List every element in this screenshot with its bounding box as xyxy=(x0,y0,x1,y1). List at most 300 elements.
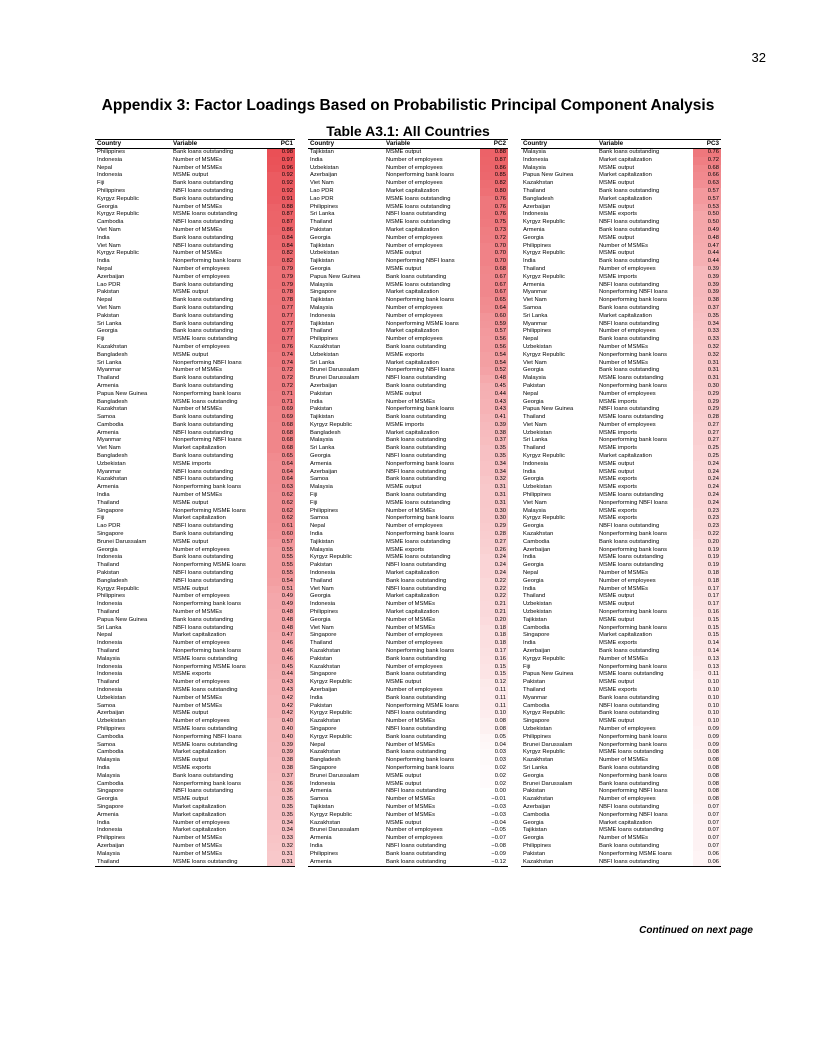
loading-value-cell: 0.15 xyxy=(693,625,721,633)
country-cell: Myanmar xyxy=(523,320,548,327)
country-cell: Thailand xyxy=(523,187,546,194)
country-cell: Myanmar xyxy=(523,694,548,701)
loading-value-cell: 0.61 xyxy=(267,523,295,531)
table-row xyxy=(95,172,295,180)
country-cell: Sri Lanka xyxy=(523,312,548,319)
variable-cell: Bank loans outstanding xyxy=(386,476,447,483)
variable-cell: Number of MSMEs xyxy=(386,718,435,725)
country-cell: Malaysia xyxy=(523,164,546,171)
table-row xyxy=(308,804,508,812)
loading-value-cell: 0.03 xyxy=(480,757,508,765)
loading-value-cell: 0.72 xyxy=(267,367,295,375)
loading-value-cell: 0.57 xyxy=(693,188,721,196)
variable-cell: Bank loans outstanding xyxy=(173,304,234,311)
loading-value-cell: 0.33 xyxy=(693,336,721,344)
variable-cell: MSME imports xyxy=(599,273,638,280)
loading-value-cell: 0.72 xyxy=(480,235,508,243)
loading-value-cell: 0.34 xyxy=(267,827,295,835)
loading-value-cell: 0.68 xyxy=(267,437,295,445)
country-cell: India xyxy=(310,531,323,538)
country-cell: Georgia xyxy=(310,234,331,241)
country-cell: Armenia xyxy=(310,788,332,795)
country-cell: Armenia xyxy=(523,226,545,233)
country-cell: Cambodia xyxy=(523,702,550,709)
table-row xyxy=(308,578,508,586)
country-cell: Pakistan xyxy=(310,390,333,397)
variable-cell: Number of employees xyxy=(386,523,443,530)
variable-cell: Bank loans outstanding xyxy=(386,694,447,701)
loading-value-cell: 0.78 xyxy=(267,289,295,297)
table-row xyxy=(521,399,721,407)
country-cell: India xyxy=(97,258,110,265)
table-row xyxy=(95,344,295,352)
country-cell: Singapore xyxy=(97,507,124,514)
loading-value-cell: 0.87 xyxy=(480,157,508,165)
country-cell: Viet Nam xyxy=(523,297,547,304)
table-row xyxy=(308,664,508,672)
variable-cell: Bank loans outstanding xyxy=(173,375,234,382)
country-cell: India xyxy=(310,842,323,849)
loading-value-cell: 0.71 xyxy=(267,399,295,407)
variable-cell: MSME output xyxy=(173,351,209,358)
variable-cell: MSME loans outstanding xyxy=(386,281,451,288)
table-row xyxy=(95,734,295,742)
table-row xyxy=(521,515,721,523)
country-cell: Azerbaijan xyxy=(310,172,338,179)
country-cell: Cambodia xyxy=(97,219,124,226)
table-row xyxy=(95,632,295,640)
loading-value-cell: 0.11 xyxy=(480,695,508,703)
variable-cell: Nonperforming NBFI loans xyxy=(173,359,242,366)
loading-value-cell: 0.38 xyxy=(267,757,295,765)
country-cell: Philippines xyxy=(97,725,126,732)
country-cell: Azerbaijan xyxy=(97,710,125,717)
variable-cell: Bank loans outstanding xyxy=(386,414,447,421)
table-row xyxy=(308,258,508,266)
table-row xyxy=(521,843,721,851)
variable-cell: Bank loans outstanding xyxy=(173,554,234,561)
country-cell: Kyrgyz Republic xyxy=(523,655,565,662)
table-row xyxy=(95,266,295,274)
variable-cell: Number of employees xyxy=(386,156,443,163)
table-row xyxy=(95,227,295,235)
country-cell: Pakistan xyxy=(310,655,333,662)
variable-cell: Number of employees xyxy=(386,686,443,693)
country-cell: Uzbekistan xyxy=(310,250,339,257)
table-row xyxy=(95,445,295,453)
table-row xyxy=(308,781,508,789)
loading-value-cell: 0.77 xyxy=(267,336,295,344)
loading-value-cell: 0.32 xyxy=(693,352,721,360)
loading-value-cell: 0.34 xyxy=(480,469,508,477)
loading-value-cell: 0.88 xyxy=(267,204,295,212)
country-cell: Singapore xyxy=(310,725,337,732)
table-row xyxy=(95,664,295,672)
loading-value-cell: 0.10 xyxy=(693,679,721,687)
variable-cell: MSME output xyxy=(173,172,209,179)
country-cell: Georgia xyxy=(97,546,118,553)
loading-value-cell: 0.32 xyxy=(693,344,721,352)
variable-cell: MSME exports xyxy=(599,211,638,218)
country-cell: Kyrgyz Republic xyxy=(310,733,352,740)
table-row xyxy=(95,827,295,835)
country-cell: Thailand xyxy=(310,577,333,584)
loading-value-cell: 0.19 xyxy=(693,554,721,562)
table-row xyxy=(95,749,295,757)
country-cell: Philippines xyxy=(310,850,339,857)
country-cell: Myanmar xyxy=(523,289,548,296)
loading-value-cell: 0.48 xyxy=(267,609,295,617)
loading-value-cell: 0.68 xyxy=(480,266,508,274)
variable-cell: NBFI loans outstanding xyxy=(599,406,660,413)
table-row xyxy=(95,196,295,204)
country-cell: Pakistan xyxy=(310,226,333,233)
country-cell: Samoa xyxy=(310,515,329,522)
loading-value-cell: 0.17 xyxy=(693,601,721,609)
country-cell: Thailand xyxy=(97,679,120,686)
country-cell: Kyrgyz Republic xyxy=(523,749,565,756)
country-cell: Kyrgyz Republic xyxy=(523,453,565,460)
variable-cell: Nonperforming bank loans xyxy=(599,741,667,748)
country-cell: Tajikistan xyxy=(523,827,547,834)
country-cell: Samoa xyxy=(523,304,542,311)
loading-value-cell: 0.48 xyxy=(267,617,295,625)
country-cell: Bangladesh xyxy=(310,757,341,764)
variable-cell: Nonperforming bank loans xyxy=(599,382,667,389)
variable-cell: Bank loans outstanding xyxy=(386,733,447,740)
country-cell: Sri Lanka xyxy=(310,211,335,218)
variable-cell: MSME output xyxy=(599,468,635,475)
country-cell: Armenia xyxy=(97,484,119,491)
loading-value-cell: 0.11 xyxy=(480,687,508,695)
country-cell: Tajikistan xyxy=(310,149,334,155)
table-row xyxy=(95,625,295,633)
variable-header: Variable xyxy=(597,140,693,149)
loading-value-cell: 0.43 xyxy=(480,399,508,407)
table-row xyxy=(308,235,508,243)
country-cell: Georgia xyxy=(523,562,544,569)
variable-cell: MSME output xyxy=(173,757,209,764)
country-cell: Indonesia xyxy=(97,601,123,608)
variable-cell: Bank loans outstanding xyxy=(173,195,234,202)
variable-cell: MSME exports xyxy=(173,671,212,678)
loading-value-cell: 0.51 xyxy=(267,586,295,594)
loading-value-cell: 0.55 xyxy=(267,562,295,570)
country-cell: Indonesia xyxy=(97,640,123,647)
variable-cell: Number of employees xyxy=(173,343,230,350)
loading-value-cell: 0.42 xyxy=(267,710,295,718)
country-cell: Indonesia xyxy=(97,554,123,561)
table-row xyxy=(95,718,295,726)
loading-value-cell: 0.22 xyxy=(480,578,508,586)
variable-cell: Nonperforming MSME loans xyxy=(173,562,246,569)
loading-value-cell: 0.08 xyxy=(693,757,721,765)
table-row xyxy=(521,523,721,531)
table-row xyxy=(308,484,508,492)
loading-value-cell: 0.48 xyxy=(693,235,721,243)
table-row xyxy=(95,804,295,812)
table-row xyxy=(95,773,295,781)
variable-cell: Number of employees xyxy=(173,640,230,647)
table-row xyxy=(521,258,721,266)
table-row xyxy=(95,219,295,227)
appendix-heading: Appendix 3: Factor Loadings Based on Probabilistic Principal Component Analysis xyxy=(101,97,715,114)
country-cell: Pakistan xyxy=(523,788,546,795)
loading-value-cell: 0.22 xyxy=(480,586,508,594)
variable-cell: Market capitalization xyxy=(386,187,439,194)
variable-cell: Number of MSMEs xyxy=(386,616,435,623)
variable-cell: Number of employees xyxy=(599,796,656,803)
loading-value-cell: 0.31 xyxy=(267,851,295,859)
variable-cell: Number of MSMEs xyxy=(599,757,648,764)
country-cell: Georgia xyxy=(310,616,331,623)
loading-value-cell: 0.04 xyxy=(480,742,508,750)
variable-cell: MSME output xyxy=(386,772,422,779)
table-row xyxy=(95,788,295,796)
loading-value-cell: −0.03 xyxy=(480,804,508,812)
table-row xyxy=(521,788,721,796)
factor-loadings-tables xyxy=(95,139,721,929)
country-cell: Viet Nam xyxy=(97,304,121,311)
variable-cell: Number of employees xyxy=(386,242,443,249)
country-cell: Brunei Darussalam xyxy=(310,375,360,382)
table-row xyxy=(521,508,721,516)
table-row xyxy=(308,625,508,633)
variable-cell: MSME exports xyxy=(599,507,638,514)
table-row xyxy=(521,211,721,219)
loading-value-cell: 0.06 xyxy=(693,851,721,859)
country-cell: Bangladesh xyxy=(310,429,341,436)
loading-value-cell: 0.15 xyxy=(693,617,721,625)
loading-value-cell: 0.32 xyxy=(480,476,508,484)
table-row xyxy=(95,609,295,617)
variable-cell: MSME exports xyxy=(599,686,638,693)
loading-value-cell: 0.34 xyxy=(267,820,295,828)
variable-cell: NBFI loans outstanding xyxy=(386,725,447,732)
table-title: Table A3.1: All Countries xyxy=(326,123,490,139)
loading-value-cell: 0.10 xyxy=(693,703,721,711)
variable-cell: Number of employees xyxy=(599,421,656,428)
table-row xyxy=(95,367,295,375)
country-cell: Nepal xyxy=(310,741,326,748)
variable-cell: Number of employees xyxy=(386,312,443,319)
pc2-header: PC2 xyxy=(480,140,508,149)
loading-value-cell: 0.54 xyxy=(480,360,508,368)
variable-cell: MSME output xyxy=(173,796,209,803)
variable-cell: Number of employees xyxy=(599,390,656,397)
variable-cell: Nonperforming bank loans xyxy=(386,406,454,413)
variable-cell: Bank loans outstanding xyxy=(173,320,234,327)
loading-value-cell: 0.67 xyxy=(480,289,508,297)
variable-cell: Bank loans outstanding xyxy=(173,180,234,187)
country-cell: Georgia xyxy=(523,523,544,530)
country-cell: Kazakhstan xyxy=(97,406,128,413)
table-row xyxy=(95,235,295,243)
table-row xyxy=(95,601,295,609)
country-cell: Thailand xyxy=(95,859,171,867)
table-row xyxy=(521,562,721,570)
table-row xyxy=(95,180,295,188)
country-cell: Tajikistan xyxy=(310,538,334,545)
loading-value-cell: 0.68 xyxy=(267,422,295,430)
country-cell: Indonesia xyxy=(97,686,123,693)
country-cell: Thailand xyxy=(97,499,120,506)
loading-value-cell: 0.62 xyxy=(267,515,295,523)
loading-value-cell: 0.64 xyxy=(267,461,295,469)
loading-value-cell: 0.24 xyxy=(480,562,508,570)
table-row xyxy=(521,274,721,282)
variable-cell: Market capitalization xyxy=(386,593,439,600)
table-row xyxy=(308,515,508,523)
loading-value-cell: 0.19 xyxy=(693,547,721,555)
table-row xyxy=(521,289,721,297)
country-cell: Thailand xyxy=(523,265,546,272)
table-row xyxy=(521,383,721,391)
table-row xyxy=(95,211,295,219)
country-cell: Nepal xyxy=(310,523,326,530)
table-row xyxy=(95,414,295,422)
loading-value-cell: 0.26 xyxy=(480,547,508,555)
loading-value-cell: 0.15 xyxy=(480,671,508,679)
country-cell: Kyrgyz Republic xyxy=(523,710,565,717)
table-row xyxy=(308,508,508,516)
table-row xyxy=(521,437,721,445)
loading-value-cell: 0.50 xyxy=(693,211,721,219)
loading-value-cell: 0.40 xyxy=(267,726,295,734)
loading-value-cell: 0.82 xyxy=(267,250,295,258)
table-row xyxy=(95,399,295,407)
table-row xyxy=(95,742,295,750)
country-cell: Myanmar xyxy=(97,437,122,444)
variable-cell: Nonperforming NBFI loans xyxy=(386,367,455,374)
country-cell: Armenia xyxy=(310,835,332,842)
country-cell: Fiji xyxy=(97,336,105,343)
loading-value-cell: 0.97 xyxy=(267,157,295,165)
variable-cell: MSME loans outstanding xyxy=(173,725,238,732)
table-row xyxy=(521,609,721,617)
country-cell: Papua New Guinea xyxy=(310,273,361,280)
table-row xyxy=(308,695,508,703)
table-row xyxy=(308,367,508,375)
variable-cell: Bank loans outstanding xyxy=(386,577,447,584)
country-cell: Tajikistan xyxy=(523,616,547,623)
country-cell: Georgia xyxy=(523,367,544,374)
variable-cell: Nonperforming bank loans xyxy=(173,484,241,491)
table-row xyxy=(521,445,721,453)
loading-value-cell: 0.68 xyxy=(267,430,295,438)
table-row xyxy=(95,352,295,360)
country-cell: Thailand xyxy=(523,445,546,452)
table-row xyxy=(95,243,295,251)
table-row xyxy=(308,321,508,329)
table-row xyxy=(308,851,508,859)
country-cell: Philippines xyxy=(523,242,552,249)
country-cell: Thailand xyxy=(523,593,546,600)
variable-cell: Market capitalization xyxy=(173,515,226,522)
country-cell: Thailand xyxy=(523,686,546,693)
table-row xyxy=(521,391,721,399)
table-row xyxy=(308,399,508,407)
variable-cell: Nonperforming NBFI loans xyxy=(599,289,668,296)
loading-value-cell: 0.60 xyxy=(267,531,295,539)
loading-value-cell: 0.31 xyxy=(480,500,508,508)
table-row xyxy=(95,336,295,344)
variable-cell: Nonperforming bank loans xyxy=(173,258,241,265)
variable-cell: NBFI loans outstanding xyxy=(599,523,660,530)
variable-cell: MSME output xyxy=(173,585,209,592)
country-cell: Georgia xyxy=(523,577,544,584)
table-row xyxy=(521,430,721,438)
table-row xyxy=(308,172,508,180)
country-cell: Sri Lanka xyxy=(310,445,335,452)
variable-cell: Nonperforming NBFI loans xyxy=(386,258,455,265)
loading-value-cell: 0.79 xyxy=(267,282,295,290)
table-row xyxy=(95,640,295,648)
table-row xyxy=(308,609,508,617)
country-cell: Cambodia xyxy=(97,749,124,756)
table-row xyxy=(95,648,295,656)
loading-value-cell: 0.76 xyxy=(267,344,295,352)
country-cell: Kazakhstan xyxy=(310,663,341,670)
table-row xyxy=(95,375,295,383)
country-cell: Azerbaijan xyxy=(523,803,551,810)
table-row xyxy=(95,453,295,461)
table-row xyxy=(521,734,721,742)
table-row xyxy=(521,250,721,258)
loading-value-cell: 0.73 xyxy=(480,227,508,235)
variable-cell: Market capitalization xyxy=(599,632,652,639)
variable-cell: Number of employees xyxy=(386,632,443,639)
pc2-table-header xyxy=(308,140,508,149)
country-cell: Azerbaijan xyxy=(310,382,338,389)
country-cell: Indonesia xyxy=(97,671,123,678)
table-row xyxy=(308,812,508,820)
loading-value-cell: 0.29 xyxy=(693,399,721,407)
variable-cell: Number of MSMEs xyxy=(386,507,435,514)
variable-cell: Bank loans outstanding xyxy=(173,312,234,319)
loading-value-cell: 0.86 xyxy=(480,165,508,173)
variable-cell: Nonperforming bank loans xyxy=(599,733,667,740)
country-cell: Armenia xyxy=(523,281,545,288)
table-row xyxy=(521,313,721,321)
loading-value-cell: 0.20 xyxy=(693,539,721,547)
table-row xyxy=(308,406,508,414)
table-row xyxy=(308,344,508,352)
loading-value-cell: 0.24 xyxy=(693,476,721,484)
loading-value-cell: 0.46 xyxy=(267,648,295,656)
country-cell: Kyrgyz Republic xyxy=(523,351,565,358)
loading-value-cell: 0.76 xyxy=(480,204,508,212)
table-row xyxy=(521,196,721,204)
loading-value-cell: 0.13 xyxy=(693,656,721,664)
loading-value-cell: 0.40 xyxy=(267,734,295,742)
variable-cell: Market capitalization xyxy=(386,289,439,296)
country-cell: Philippines xyxy=(310,336,339,343)
table-row xyxy=(308,461,508,469)
loading-value-cell: 0.38 xyxy=(267,765,295,773)
loading-value-cell: 0.48 xyxy=(267,625,295,633)
table-row xyxy=(308,149,508,157)
variable-cell: MSME loans outstanding xyxy=(386,195,451,202)
variable-cell: Bank loans outstanding xyxy=(386,671,447,678)
table-row xyxy=(521,414,721,422)
table-row xyxy=(95,157,295,165)
variable-cell: NBFI loans outstanding xyxy=(173,523,234,530)
variable-cell: MSME loans outstanding xyxy=(599,375,664,382)
table-row xyxy=(521,321,721,329)
country-cell: Kyrgyz Republic xyxy=(97,250,139,257)
loading-value-cell: 0.06 xyxy=(693,859,721,867)
